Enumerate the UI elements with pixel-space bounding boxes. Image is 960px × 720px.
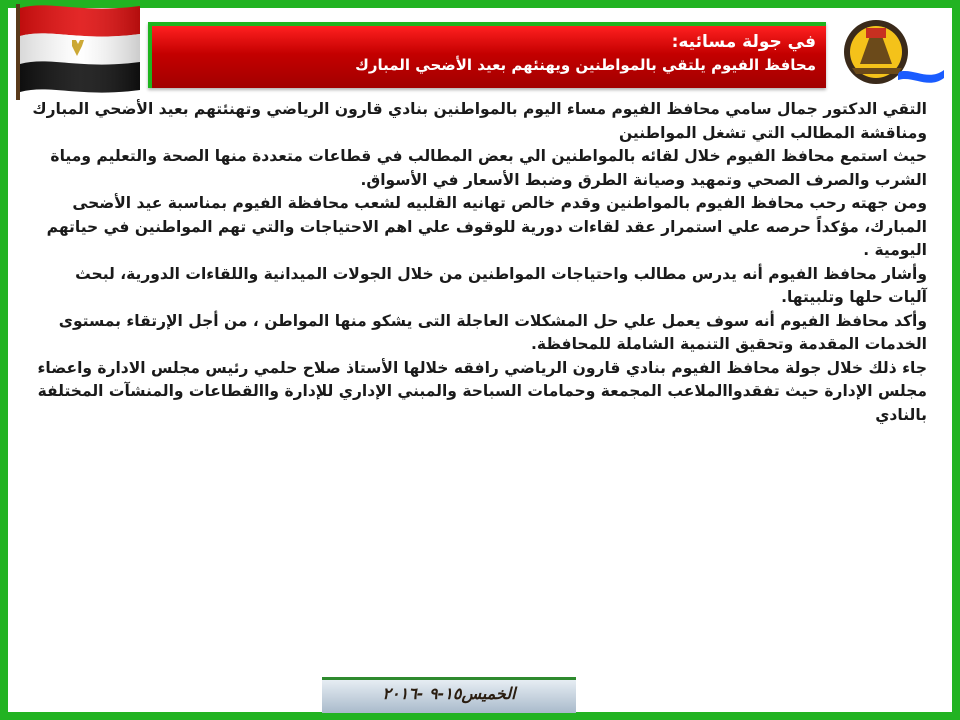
banner-subtitle: في جولة مسائيه: (671, 32, 816, 52)
article-paragraph: وأشار محافظ الفيوم أنه يدرس مطالب واحتياجات المواطنين من خلال الجولات الميدانية واللقاءات الدورية، لبحث آليات حلها وتلبيتها. (75, 264, 927, 306)
article-paragraph: وأكد محافظ الفيوم أنه سوف يعمل علي حل المشكلات العاجلة التى يشكو منها المواطن ، من أجل الإرتقاء بمستوى الخدمات المقدمة وتحقيق التنمية الشاملة للمحافظة. (58, 311, 927, 353)
banner-headline: محافظ الفيوم يلتقي بالمواطنين ويهنئهم بعيد الأضحي المبارك (355, 56, 816, 74)
headline-banner (148, 22, 826, 88)
date-footer (322, 677, 576, 713)
egypt-flag-icon (10, 0, 145, 100)
article-paragraph: التقي الدكتور جمال سامي محافظ الفيوم مساء اليوم بالمواطنين بنادي قارون الرياضي وتهنئتهم بعيد الأضحي المبارك ومناقشة المطالب التي تشغل المواطنين (32, 100, 927, 142)
article-paragraph: حيث استمع محافظ الفيوم خلال لقائه بالمواطنين الي بعض المطالب في قطاعات متعددة منها الصحة والتعليم ومياة الشرب والصرف الصحي وتمهيد وصيانة الطرق وضبط الأسعار في الأسواق. (50, 147, 927, 189)
article-paragraph: جاء ذلك خلال جولة محافظ الفيوم بنادي قارون الرياضي رافقه خلالها الأستاذ صلاح حلمي رئيس مجلس الادارة واعضاء مجلس الإدارة حيث تفقدواالملاعب المجمعة وحمامات السباحة والمبني الإداري للإدارة واالقطاعات والمنشآت المختلفة بالنادي (37, 358, 927, 424)
date-label: الخميس١٥-٩ -٢٠١٦ (382, 684, 516, 703)
article-body (32, 98, 927, 427)
article-paragraph: ومن جهته رحب محافظ الفيوم بالمواطنين وقدم خالص تهانيه القلبيه لشعب محافظة الفيوم بمناسبة عيد الأضحى المبارك، مؤكداً حرصه علي استمرار عقد لقاءات دورية للوقوف علي اهم الاحتياجات والتي تهم المواطنين في حياتهم اليومية . (46, 194, 927, 259)
fayoum-governorate-logo (838, 12, 948, 97)
